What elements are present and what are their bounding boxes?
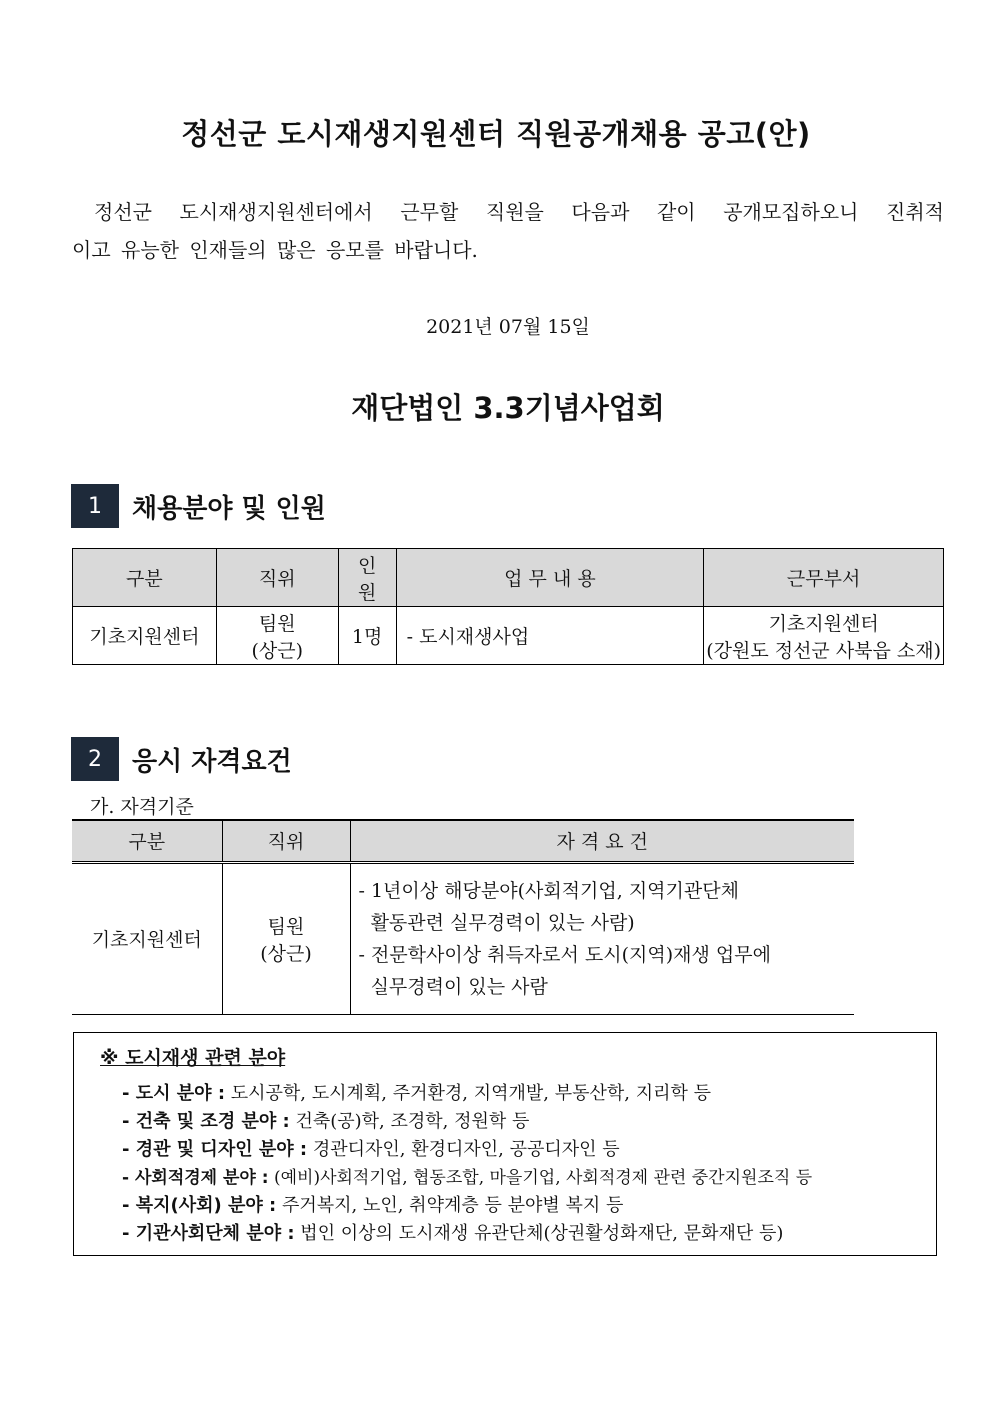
requirement-line: - 전문학사이상 취득자로서 도시(지역)재생 업무에	[358, 943, 771, 966]
qualification-sub-label: 가. 자격기준	[90, 796, 194, 818]
section-1-number: 1	[71, 484, 119, 528]
intro-line-2: 이고 유능한 인재들의 많은 응모를 바랍니다.	[72, 238, 478, 262]
cell-headcount: 1명	[338, 607, 396, 665]
related-field-item	[122, 1163, 812, 1188]
table-row	[72, 862, 854, 1014]
organization-name: 재단법인 3.3기념사업회	[351, 391, 665, 425]
table-row	[73, 607, 944, 665]
field-text: 주거복지, 노인, 취약계층 등 분야별 복지 등	[276, 1195, 624, 1216]
table-header-row	[72, 820, 854, 862]
col-header-position: 직위	[222, 820, 350, 862]
cell-position: 팀원 (상근)	[216, 607, 338, 665]
qualification-table	[72, 819, 854, 1015]
cell-department: 기초지원센터 (강원도 정선군 사북읍 소재)	[704, 607, 944, 665]
col-header-position: 직위	[216, 549, 338, 607]
field-label: - 사회적경제 분야 :	[122, 1168, 269, 1188]
field-text: 법인 이상의 도시재생 유관단체(상권활성화재단, 문화재단 등)	[294, 1223, 784, 1244]
section-1-title: 채용분야 및 인원	[132, 494, 326, 524]
section-2-number: 2	[71, 737, 119, 781]
requirement-line: 실무경력이 있는 사람	[358, 975, 548, 998]
cell-category: 기초지원센터	[72, 862, 222, 1014]
related-field-item	[122, 1191, 623, 1217]
field-label: - 복지(사회) 분야 :	[122, 1195, 277, 1216]
col-header-department: 근무부서	[704, 549, 944, 607]
col-header-category: 구분	[73, 549, 217, 607]
related-field-item	[122, 1079, 711, 1105]
announcement-date: 2021년 07월 15일	[426, 316, 590, 338]
col-header-category: 구분	[72, 820, 222, 862]
field-text: (예비)사회적기업, 협동조합, 마을기업, 사회적경제 관련 중간지원조직 등	[268, 1168, 813, 1188]
field-label: - 건축 및 조경 분야 :	[122, 1111, 290, 1132]
requirement-line: 활동관련 실무경력이 있는 사람)	[358, 911, 635, 934]
recruitment-table	[72, 548, 944, 665]
cell-requirements	[350, 862, 854, 1014]
field-text: 경관디자인, 환경디자인, 공공디자인 등	[307, 1139, 620, 1160]
related-field-item	[122, 1135, 620, 1161]
intro-line-1: 정선군 도시재생지원센터에서 근무할 직원을 다음과 같이 공개모집하오니 진취적	[94, 200, 944, 224]
requirement-line: - 1년이상 해당분야(사회적기업, 지역기관단체	[358, 879, 739, 902]
field-text: 도시공학, 도시계획, 주거환경, 지역개발, 부동산학, 지리학 등	[225, 1083, 712, 1104]
field-label: - 경관 및 디자인 분야 :	[122, 1139, 308, 1160]
table-header-row	[73, 549, 944, 607]
related-field-item	[122, 1219, 783, 1245]
related-field-item	[122, 1107, 529, 1133]
field-label: - 기관사회단체 분야 :	[122, 1223, 295, 1244]
field-label: - 도시 분야 :	[122, 1083, 226, 1104]
cell-position: 팀원 (상근)	[222, 862, 350, 1014]
related-fields-title: ※ 도시재생 관련 분야	[100, 1047, 286, 1069]
col-header-requirements: 자 격 요 건	[350, 820, 854, 862]
col-header-headcount: 인 원	[338, 549, 396, 607]
section-2-title: 응시 자격요건	[132, 747, 292, 777]
cell-duties: - 도시재생사업	[396, 607, 704, 665]
field-text: 건축(공)학, 조경학, 정원학 등	[289, 1111, 530, 1132]
cell-category: 기초지원센터	[73, 607, 217, 665]
col-header-duties: 업 무 내 용	[396, 549, 704, 607]
document-title: 정선군 도시재생지원센터 직원공개채용 공고(안)	[181, 117, 811, 151]
